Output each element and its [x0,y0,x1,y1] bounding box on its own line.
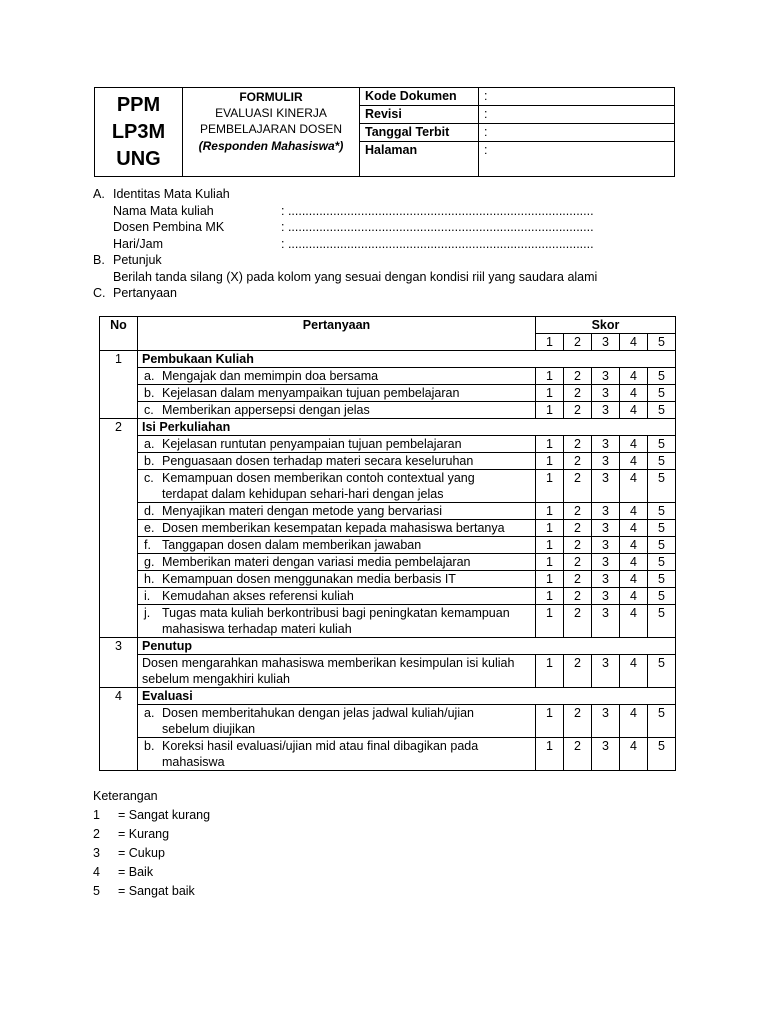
meta-label: Revisi [360,106,479,124]
score-option-1[interactable]: 1 [536,537,564,554]
score-option-5[interactable]: 5 [648,385,676,402]
score-option-4[interactable]: 4 [620,705,648,738]
meta-value[interactable]: : [479,124,675,142]
question-letter: h. [144,572,155,586]
score-option-3[interactable]: 3 [592,705,620,738]
score-option-3[interactable]: 3 [592,537,620,554]
score-option-3[interactable]: 3 [592,385,620,402]
score-option-5[interactable]: 5 [648,453,676,470]
col-question-header: Pertanyaan [138,317,536,351]
score-option-4[interactable]: 4 [620,554,648,571]
score-option-5[interactable]: 5 [648,368,676,385]
question-row [100,385,676,402]
question-line: Tanggapan dosen dalam memberikan jawaban [162,538,422,552]
score-option-5[interactable]: 5 [648,705,676,738]
score-option-2[interactable]: 2 [564,537,592,554]
score-option-3[interactable]: 3 [592,368,620,385]
col-no-header: No [100,317,138,351]
meta-label: Halaman [360,142,479,177]
question-text [138,537,536,554]
score-option-3[interactable]: 3 [592,605,620,638]
score-option-2[interactable]: 2 [564,520,592,537]
group-number: 3 [100,638,138,688]
score-option-1[interactable]: 1 [536,520,564,537]
question-row [100,605,676,638]
question-row [100,368,676,385]
document-header [94,87,675,177]
question-text [138,554,536,571]
score-option-3[interactable]: 3 [592,554,620,571]
score-option-1[interactable]: 1 [536,470,564,503]
score-option-2[interactable]: 2 [564,705,592,738]
legend-title: Keterangan [93,789,158,804]
question-line: sebelum mengakhiri kuliah [142,672,290,686]
score-option-3[interactable]: 3 [592,520,620,537]
score-option-1[interactable]: 1 [536,368,564,385]
score-option-5[interactable]: 5 [648,738,676,771]
question-row [100,588,676,605]
section-c-heading: C. Pertanyaan [93,286,177,301]
score-option-2[interactable]: 2 [564,402,592,419]
question-line: Kemampuan dosen memberikan contoh contextual yang [162,471,475,485]
question-line: Dosen mengarahkan mahasiswa memberikan kesimpulan isi kuliah [142,656,515,670]
question-row [100,402,676,419]
score-option-5[interactable]: 5 [648,470,676,503]
question-row [100,520,676,537]
question-letter: i. [144,589,151,603]
legend-item: 5 = Sangat baik [93,884,195,899]
score-option-1[interactable]: 1 [536,605,564,638]
form-title: FORMULIR EVALUASI KINERJA PEMBELAJARAN DOSEN (Responden Mahasiswa*) [183,88,360,177]
score-option-3[interactable]: 3 [592,503,620,520]
question-text [138,470,536,503]
score-scale-4: 4 [620,334,648,351]
question-letter: b. [144,386,155,400]
score-option-2[interactable]: 2 [564,385,592,402]
score-scale-5: 5 [648,334,676,351]
question-text [138,520,536,537]
score-option-4[interactable]: 4 [620,436,648,453]
group-number: 2 [100,419,138,638]
question-row [100,738,676,771]
meta-label: Kode Dokumen [360,88,479,106]
score-option-4[interactable]: 4 [620,520,648,537]
score-option-2[interactable]: 2 [564,503,592,520]
score-option-1[interactable]: 1 [536,738,564,771]
section-b-heading: B. Petunjuk [93,253,162,268]
question-line: Dosen memberikan kesempatan kepada mahasiswa bertanya [162,521,505,535]
score-option-4[interactable]: 4 [620,470,648,503]
field-course-name[interactable]: Nama Mata kuliah : ........................................................................................ [113,203,594,218]
question-row [100,453,676,470]
score-option-2[interactable]: 2 [564,738,592,771]
score-option-4[interactable]: 4 [620,402,648,419]
score-option-5[interactable]: 5 [648,537,676,554]
table-header-row [100,317,676,334]
score-option-5[interactable]: 5 [648,605,676,638]
group-number: 1 [100,351,138,419]
score-option-1[interactable]: 1 [536,554,564,571]
score-option-2[interactable]: 2 [564,453,592,470]
question-line: Kemampuan dosen menggunakan media berbasis IT [162,572,456,586]
question-letter: a. [144,369,155,383]
group-title: Isi Perkuliahan [138,419,676,436]
question-line: Memberikan materi dengan variasi media pembelajaran [162,555,471,569]
score-option-2[interactable]: 2 [564,605,592,638]
legend-item: 3 = Cukup [93,846,165,861]
score-option-3[interactable]: 3 [592,588,620,605]
instruction-text: Berilah tanda silang (X) pada kolom yang sesuai dengan kondisi riil yang saudara alami [113,269,598,284]
score-option-3[interactable]: 3 [592,655,620,688]
question-letter: b. [144,454,155,468]
group-row [100,638,676,655]
question-letter: b. [144,739,155,753]
question-line: mahasiswa [162,755,225,769]
section-a-heading: A. Identitas Mata Kuliah [93,187,230,202]
score-option-4[interactable]: 4 [620,588,648,605]
score-option-5[interactable]: 5 [648,588,676,605]
question-line: sebelum diujikan [162,722,256,736]
question-text [138,655,536,688]
question-line: mahasiswa terhadap materi kuliah [162,622,352,636]
question-line: Memberikan appersepsi dengan jelas [162,403,370,417]
question-text [138,368,536,385]
score-scale-1: 1 [536,334,564,351]
question-text [138,605,536,638]
score-option-4[interactable]: 4 [620,503,648,520]
score-option-3[interactable]: 3 [592,436,620,453]
group-row [100,688,676,705]
score-option-5[interactable]: 5 [648,436,676,453]
question-line: Kejelasan runtutan penyampaian tujuan pembelajaran [162,437,462,451]
question-line: Penguasaan dosen terhadap materi secara keseluruhan [162,454,474,468]
score-option-1[interactable]: 1 [536,503,564,520]
question-letter: e. [144,521,155,535]
score-option-3[interactable]: 3 [592,402,620,419]
group-title: Evaluasi [138,688,676,705]
question-line: Dosen memberitahukan dengan jelas jadwal kuliah/ujian [162,706,474,720]
score-option-5[interactable]: 5 [648,402,676,419]
question-letter: f. [144,538,151,552]
score-option-4[interactable]: 4 [620,738,648,771]
question-text [138,503,536,520]
score-option-2[interactable]: 2 [564,655,592,688]
field-day-time[interactable]: Hari/Jam : ........................................................................................ [113,236,594,251]
score-option-1[interactable]: 1 [536,571,564,588]
field-lecturer[interactable]: Dosen Pembina MK : ........................................................................................ [113,220,594,235]
group-row [100,351,676,368]
question-line: Menyajikan materi dengan metode yang bervariasi [162,504,443,518]
score-option-3[interactable]: 3 [592,453,620,470]
meta-value[interactable]: : [479,142,675,177]
group-title: Penutup [138,638,676,655]
score-scale-2: 2 [564,334,592,351]
question-row [100,436,676,453]
score-option-5[interactable]: 5 [648,520,676,537]
score-option-1[interactable]: 1 [536,588,564,605]
question-row [100,705,676,738]
score-option-2[interactable]: 2 [564,588,592,605]
question-text [138,436,536,453]
score-option-5[interactable]: 5 [648,554,676,571]
question-line: Kemudahan akses referensi kuliah [162,589,354,603]
score-option-4[interactable]: 4 [620,453,648,470]
question-text [138,705,536,738]
score-option-2[interactable]: 2 [564,368,592,385]
score-option-5[interactable]: 5 [648,503,676,520]
score-option-1[interactable]: 1 [536,436,564,453]
score-option-4[interactable]: 4 [620,655,648,688]
question-line: terdapat dalam kehidupan sehari-hari dengan jelas [162,487,444,501]
score-option-3[interactable]: 3 [592,470,620,503]
group-title: Pembukaan Kuliah [138,351,676,368]
score-option-1[interactable]: 1 [536,705,564,738]
question-line: Kejelasan dalam menyampaikan tujuan pembelajaran [162,386,460,400]
question-text [138,571,536,588]
score-option-2[interactable]: 2 [564,571,592,588]
institution-logo-text: PPM LP3M UNG [95,88,183,177]
col-score-header: Skor [536,317,676,334]
score-option-4[interactable]: 4 [620,385,648,402]
question-text [138,738,536,771]
meta-label: Tanggal Terbit [360,124,479,142]
group-number: 4 [100,688,138,771]
score-option-1[interactable]: 1 [536,385,564,402]
score-option-2[interactable]: 2 [564,436,592,453]
score-option-2[interactable]: 2 [564,470,592,503]
question-row [100,655,676,688]
score-scale-3: 3 [592,334,620,351]
score-option-3[interactable]: 3 [592,571,620,588]
legend-item: 4 = Baik [93,865,154,880]
score-option-1[interactable]: 1 [536,453,564,470]
question-letter: j. [144,606,151,620]
score-option-5[interactable]: 5 [648,655,676,688]
score-option-2[interactable]: 2 [564,554,592,571]
question-row [100,554,676,571]
question-row [100,537,676,554]
question-text [138,402,536,419]
question-table [99,316,676,771]
meta-value[interactable]: : [479,88,675,106]
question-row [100,503,676,520]
question-line: Koreksi hasil evaluasi/ujian mid atau final dibagikan pada [162,739,479,753]
question-letter: d. [144,504,155,518]
question-row [100,470,676,503]
score-option-4[interactable]: 4 [620,368,648,385]
legend-item: 1 = Sangat kurang [93,808,211,823]
question-text [138,588,536,605]
question-line: Mengajak dan memimpin doa bersama [162,369,379,383]
legend-item: 2 = Kurang [93,827,170,842]
question-text [138,385,536,402]
score-option-4[interactable]: 4 [620,571,648,588]
question-line: Tugas mata kuliah berkontribusi bagi peningkatan kemampuan [162,606,510,620]
score-option-5[interactable]: 5 [648,571,676,588]
score-option-4[interactable]: 4 [620,537,648,554]
meta-value[interactable]: : [479,106,675,124]
form-sections [93,186,693,302]
score-option-1[interactable]: 1 [536,655,564,688]
question-letter: c. [144,403,154,417]
score-option-4[interactable]: 4 [620,605,648,638]
group-row [100,419,676,436]
question-letter: a. [144,437,155,451]
question-row [100,571,676,588]
question-text [138,453,536,470]
score-option-1[interactable]: 1 [536,402,564,419]
question-letter: a. [144,706,155,720]
question-letter: c. [144,471,154,485]
score-option-3[interactable]: 3 [592,738,620,771]
legend [93,787,210,901]
question-letter: g. [144,555,155,569]
